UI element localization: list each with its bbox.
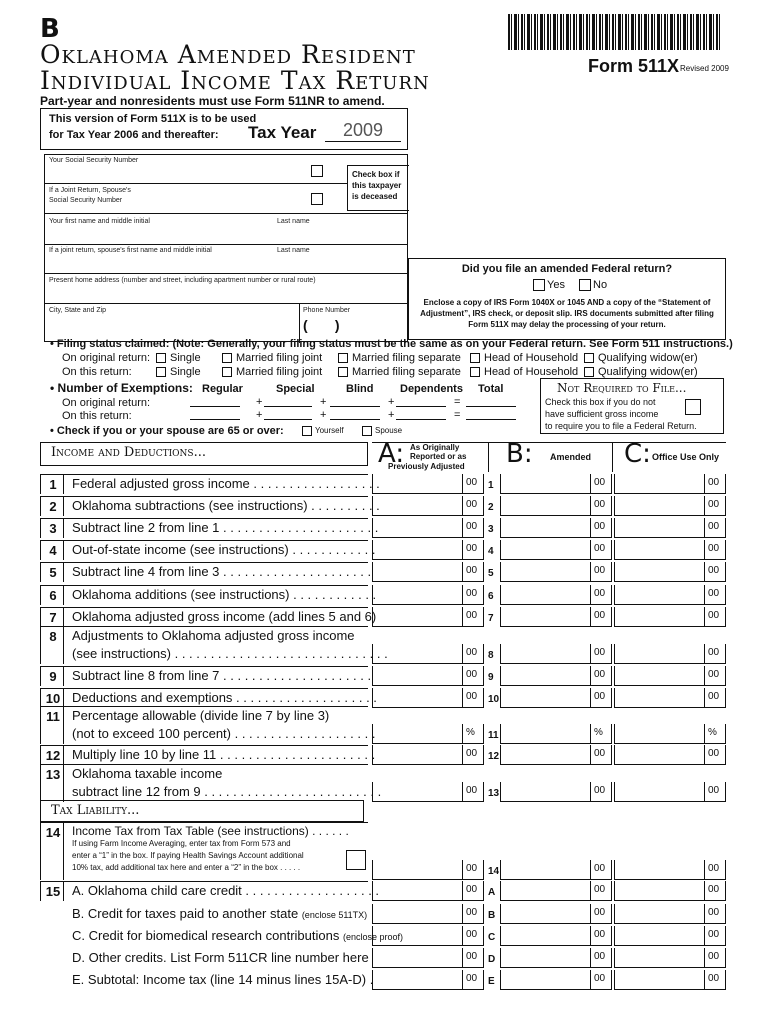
exempt-orig-total[interactable] xyxy=(466,406,516,407)
city-label: City, State and Zip xyxy=(49,307,107,314)
column-a-cents: 00 xyxy=(466,647,478,658)
this-widow-label: Qualifying widow(er) xyxy=(598,366,698,378)
age65-yourself-checkbox[interactable] xyxy=(302,426,312,436)
column-b-cents: 00 xyxy=(594,499,606,510)
not-required-title: Not Required to File... xyxy=(557,381,687,395)
line-description: Percentage allowable (divide line 7 by line 3) xyxy=(72,708,330,723)
column-a-line2: Reported or as xyxy=(410,452,467,461)
column-c-cents: 00 xyxy=(708,884,720,895)
exempt-orig-regular[interactable] xyxy=(190,406,240,407)
column-b-cents: 00 xyxy=(594,669,606,680)
exempt-orig-special[interactable] xyxy=(264,406,312,407)
exempt-col-total: Total xyxy=(478,383,504,395)
ssn-label: Your Social Security Number xyxy=(49,157,139,164)
this-mfs-checkbox[interactable] xyxy=(338,367,348,377)
line-reference: 1 xyxy=(488,480,494,491)
column-b-cents: 00 xyxy=(594,907,606,918)
exempt-original-label: On original return: xyxy=(62,397,151,409)
line-description xyxy=(72,587,376,602)
column-a-cents: 00 xyxy=(466,565,478,576)
line-description xyxy=(72,476,380,491)
column-a-cents: 00 xyxy=(466,907,478,918)
exempt-orig-blind[interactable] xyxy=(330,406,380,407)
line-description-text: Federal adjusted gross income . . . . . . . . . . . . . . . . . . xyxy=(72,476,380,491)
filing-this-label: On this return: xyxy=(62,366,132,378)
orig-hoh-label: Head of Household xyxy=(484,352,579,364)
exemptions-heading: • Number of Exemptions: xyxy=(50,381,193,395)
column-b-cents: 00 xyxy=(594,521,606,532)
this-widow-checkbox[interactable] xyxy=(584,367,594,377)
column-a-cents: 00 xyxy=(466,543,478,554)
line-description xyxy=(72,498,380,513)
line-description-text: Out-of-state income (see instructions) . . . . . . . . . . . . xyxy=(72,542,376,557)
column-b-cents: 00 xyxy=(594,973,606,984)
exempt-orig-dependents[interactable] xyxy=(396,406,446,407)
deceased-note2: this taxpayer xyxy=(352,181,402,190)
this-mfj-label: Married filing joint xyxy=(236,366,323,378)
column-c-label: Office Use Only xyxy=(652,452,720,462)
line-reference: 13 xyxy=(488,788,500,799)
column-a-line3: Previously Adjusted xyxy=(388,462,465,471)
column-c-cents: 00 xyxy=(708,691,720,702)
line-description-text: C. Credit for biomedical research contributions xyxy=(72,928,340,943)
not-required-checkbox[interactable] xyxy=(685,399,701,415)
column-a-cents: 00 xyxy=(466,973,478,984)
column-c-cents: 00 xyxy=(708,588,720,599)
line-description-cont: (not to exceed 100 percent) . . . . . . . . . . . . . . . . . . . . xyxy=(72,726,376,741)
spouse-ssn-label1: If a Joint Return, Spouse's xyxy=(49,187,131,194)
column-c-cents: 00 xyxy=(708,647,720,658)
age65-spouse-checkbox[interactable] xyxy=(362,426,372,436)
line-description-cont: (see instructions) . . . . . . . . . . . . . . . . . . . . . . . . . . . . . . xyxy=(72,646,388,661)
column-b-cents: 00 xyxy=(594,863,606,874)
filing-status-heading: • Filing status claimed: (Note: Generally, your filing status must be the same as on your Federal return. See Form 511 instructions.) xyxy=(50,338,733,350)
column-c-cents: 00 xyxy=(708,543,720,554)
orig-single-label: Single xyxy=(170,352,201,364)
line-reference: 6 xyxy=(488,591,494,602)
line-description-text: B. Credit for taxes paid to another state xyxy=(72,906,299,921)
line-enclosure-note: (enclose proof) xyxy=(342,932,403,942)
orig-mfs-checkbox[interactable] xyxy=(338,353,348,363)
line-reference: 10 xyxy=(488,694,500,705)
line-description-text: A. Oklahoma child care credit . . . . . . . . . . . . . . . . . . . xyxy=(72,883,380,898)
phone-label: Phone Number xyxy=(303,307,351,314)
federal-note3: Form 511X may delay the processing of your return. xyxy=(468,320,666,329)
exempt-this-blind[interactable] xyxy=(330,419,380,420)
not-required-line1: Check this box if you do not xyxy=(545,397,656,407)
line-description-text: Deductions and exemptions . . . . . . . . . . . . . . . . . . . . xyxy=(72,690,377,705)
line-description-text: D. Other credits. List Form 511CR line number here xyxy=(72,950,369,965)
spouse-ssn-label2: Social Security Number xyxy=(49,197,123,204)
column-b-cents: 00 xyxy=(594,543,606,554)
line-description-text: Subtract line 4 from line 3 . . . . . . . . . . . . . . . . . . . . . xyxy=(72,564,372,579)
version-line1: This version of Form 511X is to be used xyxy=(49,113,257,125)
form-section-letter: B xyxy=(40,14,60,44)
spouse-deceased-checkbox[interactable] xyxy=(311,193,323,205)
deceased-note3: is deceased xyxy=(352,192,398,201)
line-description xyxy=(72,950,369,965)
tax-liability-header: Tax Liability... xyxy=(40,800,364,822)
line-description-text: Multiply line 10 by line 11 . . . . . . . . . . . . . . . . . . . . . . xyxy=(72,747,376,762)
column-b-cents: 00 xyxy=(594,691,606,702)
this-mfs-label: Married filing separate xyxy=(352,366,461,378)
column-c-cents: 00 xyxy=(708,863,720,874)
line-description-text: Oklahoma subtractions (see instructions) . . . . . . . . . . xyxy=(72,498,380,513)
column-a-cents: 00 xyxy=(466,884,478,895)
deceased-note1: Check box if xyxy=(352,170,400,179)
exempt-equals: = xyxy=(454,396,461,408)
line-description-text: Subtract line 2 from line 1 . . . . . . . . . . . . . . . . . . . . . . xyxy=(72,520,379,535)
exempt-this-special[interactable] xyxy=(264,419,312,420)
age65-spouse-label: Spouse xyxy=(375,426,403,435)
column-c-cents: 00 xyxy=(708,565,720,576)
exempt-plus: + xyxy=(388,409,395,421)
line-description xyxy=(72,520,378,535)
phone-field[interactable]: ( ) xyxy=(303,317,340,333)
line-enclosure-note: (enclose 511TX) xyxy=(301,910,368,920)
nonresident-note: Part-year and nonresidents must use Form 511NR to amend. xyxy=(40,94,385,108)
exempt-col-blind: Blind xyxy=(346,383,374,395)
line-description: Adjustments to Oklahoma adjusted gross income xyxy=(72,628,355,643)
identification-block xyxy=(44,154,408,342)
income-deductions-header: Income and Deductions... xyxy=(40,442,368,466)
column-c-cents: 00 xyxy=(708,951,720,962)
form-number: Form 511X xyxy=(588,56,680,76)
line-number: 9 xyxy=(49,669,57,684)
line-reference: 4 xyxy=(488,546,494,557)
first-name-label: Your first name and middle initial xyxy=(49,218,150,225)
column-c-cents: 00 xyxy=(708,477,720,488)
line-reference: B xyxy=(488,910,496,921)
column-b-letter: B: xyxy=(506,439,533,469)
line-description xyxy=(72,972,373,987)
city-row[interactable] xyxy=(45,303,407,343)
column-a-cents: 00 xyxy=(466,477,478,488)
exempt-equals: = xyxy=(454,409,461,421)
column-c-cents: 00 xyxy=(708,499,720,510)
column-c-cents: 00 xyxy=(708,907,720,918)
exempt-col-regular: Regular xyxy=(202,383,243,395)
column-b-cents: 00 xyxy=(594,929,606,940)
column-c-cents: 00 xyxy=(708,973,720,984)
line-14-code-box[interactable] xyxy=(346,850,366,870)
column-c-cents: 00 xyxy=(708,669,720,680)
line-reference: 9 xyxy=(488,672,494,683)
line-reference: 12 xyxy=(488,751,500,762)
age65-label: Check if you or your spouse are 65 or over: xyxy=(56,425,284,437)
column-c-cents: % xyxy=(708,727,717,738)
column-b-cents: 00 xyxy=(594,477,606,488)
column-b-cents: 00 xyxy=(594,610,606,621)
column-b-cents: 00 xyxy=(594,884,606,895)
orig-mfj-label: Married filing joint xyxy=(236,352,323,364)
column-b-cents: 00 xyxy=(594,588,606,599)
spouse-first-name-label: If a joint return, spouse's first name and middle initial xyxy=(49,247,212,254)
column-b-cents: 00 xyxy=(594,785,606,796)
ssn-area xyxy=(45,155,347,214)
line-number: 5 xyxy=(49,565,57,580)
column-b-cents: 00 xyxy=(594,951,606,962)
orig-hoh-checkbox[interactable] xyxy=(470,353,480,363)
line-number: 11 xyxy=(46,709,60,724)
line-description xyxy=(72,906,367,921)
spouse-name-row[interactable] xyxy=(45,243,407,274)
federal-question: Did you file an amended Federal return? xyxy=(461,263,673,275)
line-number: 12 xyxy=(45,748,61,763)
column-a-cents: 00 xyxy=(466,748,478,759)
line-reference: 2 xyxy=(488,502,494,513)
exempt-col-special: Special xyxy=(276,383,315,395)
line-reference: A xyxy=(488,887,496,898)
column-b-label: Amended xyxy=(550,452,592,462)
column-a-cents: 00 xyxy=(466,863,478,874)
column-b-cents: 00 xyxy=(594,565,606,576)
column-a-line1: As Originally xyxy=(410,443,460,452)
column-b-cents: 00 xyxy=(594,748,606,759)
orig-single-checkbox[interactable] xyxy=(156,353,166,363)
line-reference: 11 xyxy=(488,730,499,741)
column-a-cents: 00 xyxy=(466,929,478,940)
line-description xyxy=(72,747,375,762)
column-c-cents: 00 xyxy=(708,748,720,759)
this-hoh-checkbox[interactable] xyxy=(470,367,480,377)
line-number: 10 xyxy=(45,691,61,706)
this-single-checkbox[interactable] xyxy=(156,367,166,377)
line-subnote: 10% tax, add additional tax here and enter a “2” in the box . . . . . xyxy=(72,863,301,872)
spouse-last-name-label: Last name xyxy=(277,247,310,254)
line-description: Income Tax from Tax Table (see instructions) . . . . . . xyxy=(72,824,349,838)
column-a-letter: A: xyxy=(378,439,405,469)
this-mfj-checkbox[interactable] xyxy=(222,367,232,377)
filing-status-text: Filing status claimed: (Note: Generally, your filing status must be the same as on your Federal return. See Form 511 instructions.) xyxy=(56,338,733,350)
line-reference: D xyxy=(488,954,496,965)
line-number: 7 xyxy=(49,610,57,625)
age65-heading: • Check if you or your spouse are 65 or over: xyxy=(50,425,284,437)
line-description-cont: subtract line 12 from 9 . . . . . . . . . . . . . . . . . . . . . . . . . xyxy=(72,784,382,799)
column-a-cents: 00 xyxy=(466,610,478,621)
exempt-col-dependents: Dependents xyxy=(400,383,463,395)
column-c-cents: 00 xyxy=(708,610,720,621)
line-number: 14 xyxy=(45,825,61,840)
exempt-plus: + xyxy=(320,409,327,421)
exempt-this-total[interactable] xyxy=(466,419,516,420)
line-number: 8 xyxy=(49,629,57,644)
line-reference: C xyxy=(488,932,496,943)
tax-year-label: Tax Year xyxy=(248,123,317,142)
federal-no-checkbox[interactable] xyxy=(579,279,591,291)
line-description-text: E. Subtotal: Income tax (line 14 minus lines 15A-D) . xyxy=(72,972,374,987)
line-reference: 3 xyxy=(488,524,494,535)
name-row[interactable] xyxy=(45,213,407,245)
column-b-cents: % xyxy=(594,727,603,738)
line-description-text: Subtract line 8 from line 7 . . . . . . . . . . . . . . . . . . . . . xyxy=(72,668,372,683)
line-number: 4 xyxy=(49,543,57,558)
exempt-plus: + xyxy=(388,396,395,408)
revised-date: Revised 2009 xyxy=(680,64,729,73)
federal-yes-checkbox[interactable] xyxy=(533,279,545,291)
this-single-label: Single xyxy=(170,366,201,378)
line-description xyxy=(72,609,376,624)
line-reference: 7 xyxy=(488,613,494,624)
exempt-this-regular[interactable] xyxy=(190,419,240,420)
column-a-cents: 00 xyxy=(466,521,478,532)
orig-mfj-checkbox[interactable] xyxy=(222,353,232,363)
line-number: 6 xyxy=(49,588,57,603)
tax-year-value[interactable]: 2009 xyxy=(325,120,401,142)
federal-note2: Adjustment”, IRS check, or deposit slip. IRS documents submitted after filing xyxy=(420,309,714,318)
exempt-plus: + xyxy=(256,409,263,421)
tax-year-box xyxy=(40,108,408,150)
not-required-box xyxy=(540,378,724,434)
line-description xyxy=(72,564,371,579)
line-reference: 14 xyxy=(488,866,500,877)
line-description-text: Oklahoma adjusted gross income (add lines 5 and 6) xyxy=(72,609,377,624)
orig-widow-label: Qualifying widow(er) xyxy=(598,352,698,364)
exempt-plus: + xyxy=(256,396,263,408)
not-required-line3: to require you to file a Federal Return. xyxy=(545,421,697,431)
federal-yes-label: Yes xyxy=(547,279,565,291)
column-c-cents: 00 xyxy=(708,929,720,940)
line-reference: 8 xyxy=(488,650,494,661)
line-reference: E xyxy=(488,976,495,987)
exempt-plus: + xyxy=(320,396,327,408)
line-description xyxy=(72,542,375,557)
line-description xyxy=(72,883,379,898)
column-c-cents: 00 xyxy=(708,785,720,796)
taxpayer-deceased-checkbox[interactable] xyxy=(311,165,323,177)
column-a-cents: 00 xyxy=(466,785,478,796)
line-subnote: If using Farm Income Averaging, enter tax from Form 573 and xyxy=(72,839,291,848)
line-description xyxy=(72,668,371,683)
orig-widow-checkbox[interactable] xyxy=(584,353,594,363)
column-a-cents: 00 xyxy=(466,499,478,510)
line-reference: 5 xyxy=(488,568,494,579)
column-a-cents: 00 xyxy=(466,669,478,680)
column-a-cents: % xyxy=(466,727,475,738)
age65-yourself-label: Yourself xyxy=(315,426,344,435)
federal-amended-box xyxy=(408,258,726,340)
address-row[interactable] xyxy=(45,273,407,304)
line-number: 2 xyxy=(49,499,57,514)
barcode xyxy=(508,14,722,50)
column-c-letter: C: xyxy=(624,439,651,469)
line-number: 1 xyxy=(49,477,57,492)
column-b-cents: 00 xyxy=(594,647,606,658)
form-title-line2: Individual Income Tax Return xyxy=(40,66,430,95)
last-name-label: Last name xyxy=(277,218,310,225)
line-number: 15 xyxy=(45,884,61,899)
line-description xyxy=(72,928,403,943)
orig-mfs-label: Married filing separate xyxy=(352,352,461,364)
address-label: Present home address (number and street, including apartment number or rural route) xyxy=(49,277,316,284)
federal-no-label: No xyxy=(593,279,608,291)
column-c-cents: 00 xyxy=(708,521,720,532)
line-subnote: enter a “1” in the box. If paying Health Savings Account additional xyxy=(72,851,304,860)
line-number: 13 xyxy=(45,767,61,782)
column-a-cents: 00 xyxy=(466,588,478,599)
federal-note1: Enclose a copy of IRS Form 1040X or 1045 AND a copy of the “Statement of xyxy=(423,298,711,307)
column-a-cents: 00 xyxy=(466,951,478,962)
line-description-text: Oklahoma additions (see instructions) . . . . . . . . . . . . xyxy=(72,587,377,602)
filing-original-label: On original return: xyxy=(62,352,151,364)
exempt-this-dependents[interactable] xyxy=(396,419,446,420)
form-title-line1: Oklahoma Amended Resident xyxy=(40,40,416,69)
exempt-this-label: On this return: xyxy=(62,410,132,422)
line-number: 3 xyxy=(49,521,57,536)
line-description: Oklahoma taxable income xyxy=(72,766,223,781)
version-line2: for Tax Year 2006 and thereafter: xyxy=(49,129,219,141)
exemptions-heading-text: Number of Exemptions: xyxy=(57,381,193,395)
this-hoh-label: Head of Household xyxy=(484,366,579,378)
line-description xyxy=(72,690,377,705)
column-a-cents: 00 xyxy=(466,691,478,702)
not-required-line2: have sufficient gross income xyxy=(545,409,659,419)
